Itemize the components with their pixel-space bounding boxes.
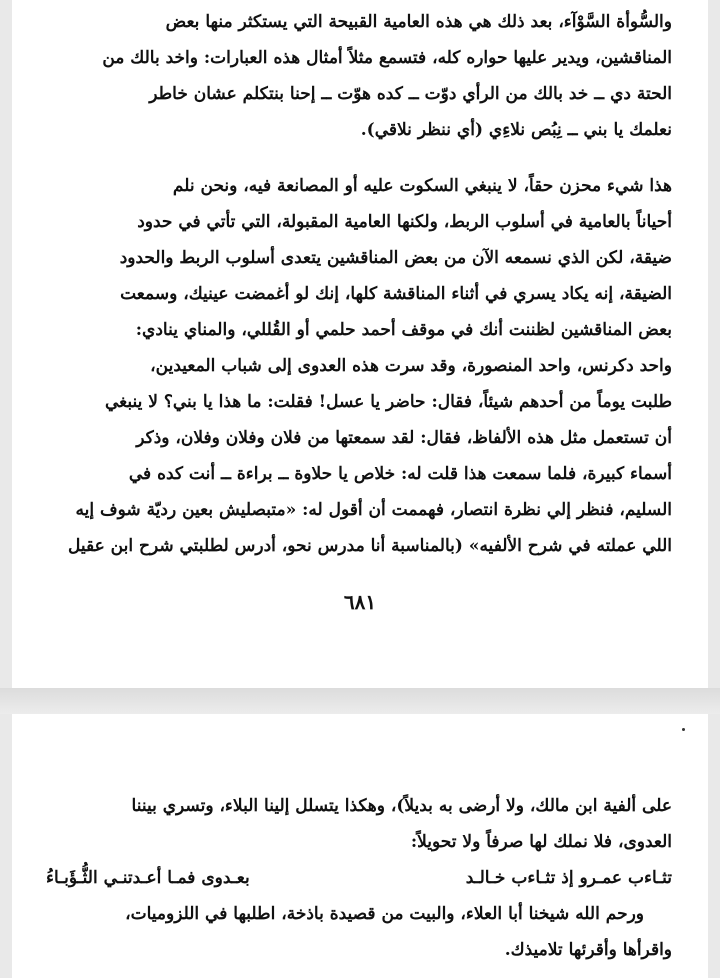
text-line: العدوى، فلا نملك لها صرفاً ولا تحويلاً: — [410, 832, 672, 852]
text-line: ضيقة، لكن الذي نسمعه الآن من بعض المناقشين يتعدى أسلوب الربط والحدود — [119, 248, 672, 268]
page-number: ٦٨١ — [343, 590, 377, 614]
verse-first-hemistich: تثـاءب عمـرو إذ تثـاءب خـالـد — [465, 868, 672, 888]
text-block-bottom — [46, 788, 672, 968]
text-line: اللي عملته في شرح الألفيه» (بالمناسبة أنا مدرس نحو، أدرس لطلبتي شرح ابن عقيل — [68, 536, 672, 556]
text-line: نعلمك يا بني ــ نِبُص نلاءِي (أي ننظر نلاقي). — [360, 120, 672, 140]
page-separator — [0, 688, 720, 714]
text-line: ورحم الله شيخنا أبا العلاء، والبيت من قصيدة باذخة، اطلبها في اللزوميات، — [125, 904, 644, 924]
text-line: أحياناً بالعامية في أسلوب الربط، ولكنها العامية المقبولة، التي تأتي في حدود — [137, 212, 672, 232]
paragraph-1 — [46, 788, 672, 860]
text-line: واحد دكرنس، واحد المنصورة، وقد سرت هذه العدوى إلى شباب المعيدين، — [150, 356, 672, 376]
poem-verse — [46, 860, 672, 896]
paragraph-1 — [46, 4, 672, 148]
text-line: السليم، فنظر إلي نظرة انتصار، فهممت أن أقول له: «متبصليش بعين رديّة شوف إيه — [75, 500, 672, 520]
page-top — [12, 0, 708, 688]
text-line: الحتة دي ــ خد بالك من الرأي دوّت ــ كده هوّت ــ إحنا بنتكلم عشان خاطر — [149, 84, 672, 104]
paragraph-2 — [46, 896, 672, 932]
text-line: والسُّوأة السَّوْآء، بعد ذلك هي هذه العامية القبيحة التي يستكثر منها بعض — [165, 12, 672, 32]
ink-dot — [682, 728, 685, 731]
text-line: الضيقة، إنه يكاد يسري في أثناء المناقشة كلها، إنك لو أغمضت عينيك، وسمعت — [120, 284, 672, 304]
text-line: واقرأها وأقرئها تلاميذك. — [504, 940, 672, 960]
text-line: بعض المناقشين لظننت أنك في موقف أحمد حلمي أو القُللي، والمناي ينادي: — [135, 320, 672, 340]
text-line: هذا شيء محزن حقاً، لا ينبغي السكوت عليه أو المصانعة فيه، ونحن نلم — [172, 176, 672, 196]
text-block-top — [46, 4, 672, 564]
text-line: أن تستعمل مثل هذه الألفاظ، فقال: لقد سمعتها من فلان وفلان وفلان، وذكر — [136, 428, 672, 448]
verse-second-hemistich: بعـدوى فمـا أعـدتنـي الثُّـؤَبـاءُ — [46, 868, 250, 888]
text-line: المناقشين، ويدير عليها حواره كله، فتسمع مثلاً أمثال هذه العبارات: واخد بالك من — [102, 48, 672, 68]
text-line: طلبت يوماً من أحدهم شيئاً، فقال: حاضر يا عسل! فقلت: ما هذا يا بني؟ لا ينبغي — [104, 392, 672, 412]
text-line: على ألفية ابن مالك، ولا أرضى به بديلاً)، وهكذا يتسلل إلينا البلاء، وتسري بيننا — [131, 796, 672, 816]
paragraph-2 — [46, 168, 672, 564]
page-bottom — [12, 714, 708, 978]
text-line: أسماء كبيرة، فلما سمعت هذا قلت له: خلاص يا حلاوة ــ براءة ــ أنت كده في — [128, 464, 672, 484]
